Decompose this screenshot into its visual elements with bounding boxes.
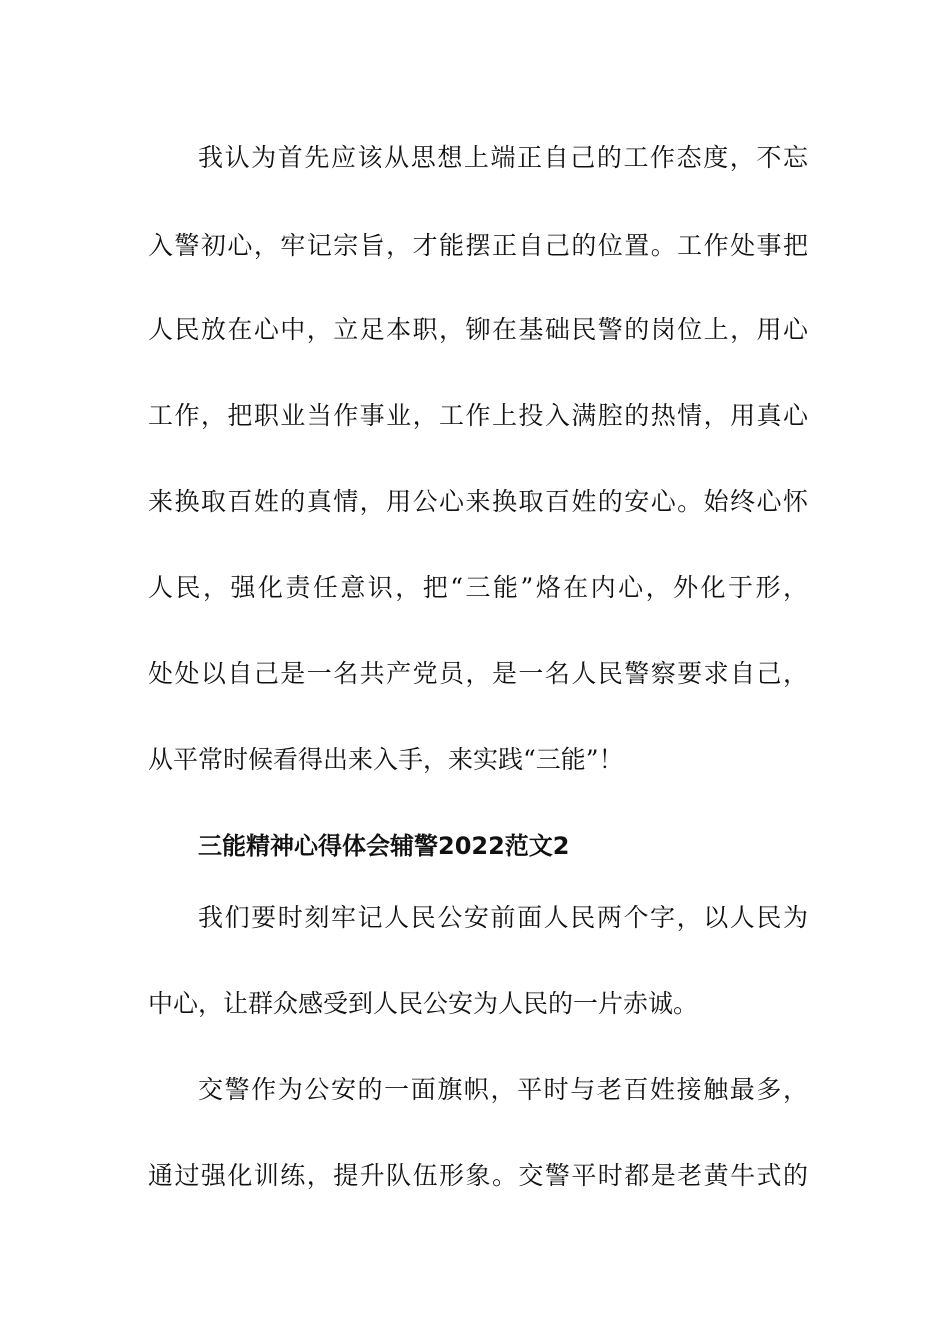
paragraph-1-line-5: 来换取百姓的真情，用公心来换取百姓的安心。始终心怀 [148,487,808,516]
paragraph-1-line-3: 人民放在心中，立足本职，铆在基础民警的岗位上，用心 [148,315,808,344]
paragraph-2-line-2: 中心，让群众感受到人民公安为人民的一片赤诚。 [148,989,699,1018]
paragraph-3-line-2: 通过强化训练，提升队伍形象。交警平时都是老黄牛式的 [148,1161,808,1190]
paragraph-1-line-6: 人民，强化责任意识，把“三能”烙在内心，外化于形， [148,573,808,602]
paragraph-1-line-7: 处处以自己是一名共产党员，是一名人民警察要求自己， [148,659,808,688]
paragraph-1-line-4: 工作，把职业当作事业，工作上投入满腔的热情，用真心 [148,401,808,430]
paragraph-3-line-1: 交警作为公安的一面旗帜，平时与老百姓接触最多， [198,1075,808,1104]
paragraph-1-line-8: 从平常时候看得出来入手，来实践“三能”！ [148,745,624,774]
paragraph-2-line-1: 我们要时刻牢记人民公安前面人民两个字，以人民为 [198,903,808,932]
paragraph-1-line-1: 我认为首先应该从思想上端正自己的工作态度，不忘 [198,143,808,172]
paragraph-1-line-2: 入警初心，牢记宗旨，才能摆正自己的位置。工作处事把 [148,231,808,260]
section-heading: 三能精神心得体会辅警2022范文2 [198,832,570,860]
